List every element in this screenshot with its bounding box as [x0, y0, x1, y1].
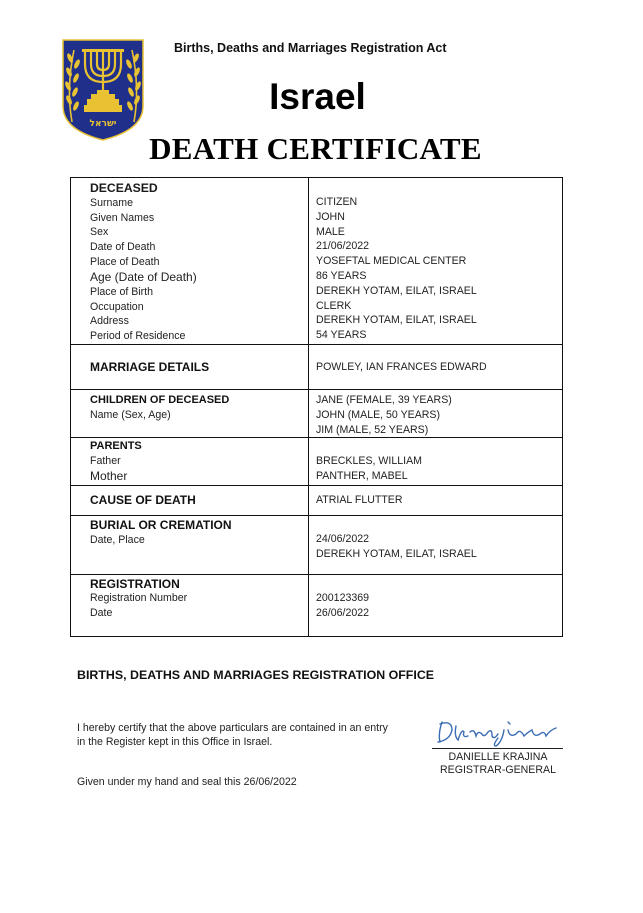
- field-value: YOSEFTAL MEDICAL CENTER: [316, 255, 467, 268]
- field-label: Surname: [90, 196, 133, 209]
- section-children: [71, 389, 563, 437]
- field-label: Place of Death: [90, 255, 160, 268]
- registration-value-cell: [309, 575, 563, 637]
- registrar-name: DANIELLE KRAJINA: [448, 751, 548, 763]
- signature: [432, 716, 564, 748]
- marriage-label-cell: [71, 344, 309, 389]
- field-label: Date of Death: [90, 241, 156, 254]
- deceased-labels: [71, 178, 309, 345]
- parents-heading: PARENTS: [90, 440, 142, 453]
- field-value: 86 YEARS: [316, 269, 367, 282]
- country-name: Israel: [269, 76, 366, 117]
- registration-label: Registration Number: [90, 592, 188, 605]
- field-value: CITIZEN: [316, 196, 358, 208]
- cause-label-cell: [71, 486, 309, 516]
- cause-heading: CAUSE OF DEATH: [90, 493, 196, 508]
- parents-value-cell: [309, 438, 563, 486]
- country-heading: [0, 76, 643, 118]
- deceased-values: [309, 178, 563, 345]
- section-deceased: [71, 178, 563, 345]
- parent-value: BRECKLES, WILLIAM: [316, 455, 422, 468]
- field-value: DEREKH YOTAM, EILAT, ISRAEL: [316, 284, 477, 297]
- marriage-heading: MARRIAGE DETAILS: [90, 359, 210, 374]
- child-value: JANE (FEMALE, 39 YEARS): [316, 393, 452, 406]
- burial-heading: BURIAL OR CREMATION: [90, 518, 232, 533]
- section-parents: [71, 438, 563, 486]
- section-registration: [71, 575, 563, 637]
- field-value: DEREKH YOTAM, EILAT, ISRAEL: [316, 314, 477, 327]
- section-cause: [71, 486, 563, 516]
- field-value: MALE: [316, 225, 345, 238]
- field-value: 21/06/2022: [316, 240, 370, 253]
- field-label: Sex: [90, 226, 109, 239]
- registration-office: BIRTHS, DEATHS AND MARRIAGES REGISTRATION OFFICE: [77, 668, 435, 682]
- marriage-value: POWLEY, IAN FRANCES EDWARD: [316, 360, 487, 373]
- registrar-title: REGISTRAR-GENERAL: [440, 764, 556, 776]
- field-value: JOHN: [316, 210, 345, 223]
- registration-heading: REGISTRATION: [90, 577, 180, 592]
- registration-label: Date: [90, 607, 113, 620]
- burial-value: DEREKH YOTAM, EILAT, ISRAEL: [316, 548, 477, 561]
- deceased-heading: DECEASED: [90, 181, 158, 195]
- burial-label-cell: [71, 516, 309, 575]
- section-burial: [71, 516, 563, 575]
- document-title: [0, 131, 643, 167]
- registration-value: 200123369: [316, 592, 370, 605]
- given-under-hand: Given under my hand and seal this 26/06/2022: [77, 776, 297, 788]
- act-title: Births, Deaths and Marriages Registration Act: [174, 41, 447, 55]
- certificate-table: [70, 177, 563, 637]
- field-label: Period of Residence: [90, 330, 186, 343]
- field-label: Address: [90, 315, 129, 328]
- cause-value-cell: [309, 486, 563, 516]
- field-label: Given Names: [90, 211, 155, 224]
- child-value: JOHN (MALE, 50 YEARS): [316, 408, 441, 421]
- field-label: Occupation: [90, 300, 144, 313]
- field-value: 54 YEARS: [316, 329, 367, 342]
- marriage-value-cell: [309, 344, 563, 389]
- child-value: JIM (MALE, 52 YEARS): [316, 423, 429, 436]
- parents-label-cell: [71, 438, 309, 486]
- parent-label: Mother: [90, 468, 128, 483]
- certification-statement: [77, 721, 427, 749]
- children-label: Name (Sex, Age): [90, 408, 171, 421]
- burial-value-cell: [309, 516, 563, 575]
- children-value-cell: [309, 389, 563, 437]
- registrar-block: [430, 751, 566, 777]
- field-value: CLERK: [316, 299, 352, 312]
- certification-line: in the Register kept in this Office in Israel.: [77, 736, 273, 748]
- children-label-cell: [71, 389, 309, 437]
- document-title-text: DEATH CERTIFICATE: [149, 131, 482, 166]
- field-label: Age (Date of Death): [90, 269, 197, 284]
- field-label: Place of Birth: [90, 285, 154, 298]
- burial-value: 24/06/2022: [316, 533, 370, 546]
- parent-label: Father: [90, 455, 121, 468]
- children-heading: CHILDREN OF DECEASED: [90, 393, 230, 406]
- signature-line: [432, 748, 563, 749]
- registration-label-cell: [71, 575, 309, 637]
- cause-value: ATRIAL FLUTTER: [316, 494, 403, 507]
- parent-value: PANTHER, MABEL: [316, 470, 408, 483]
- registration-value: 26/06/2022: [316, 607, 370, 620]
- section-marriage: [71, 344, 563, 389]
- burial-label: Date, Place: [90, 534, 145, 547]
- certification-line: I hereby certify that the above particulars are contained in an entry: [77, 722, 388, 734]
- emblem-text: ישראל: [89, 119, 117, 129]
